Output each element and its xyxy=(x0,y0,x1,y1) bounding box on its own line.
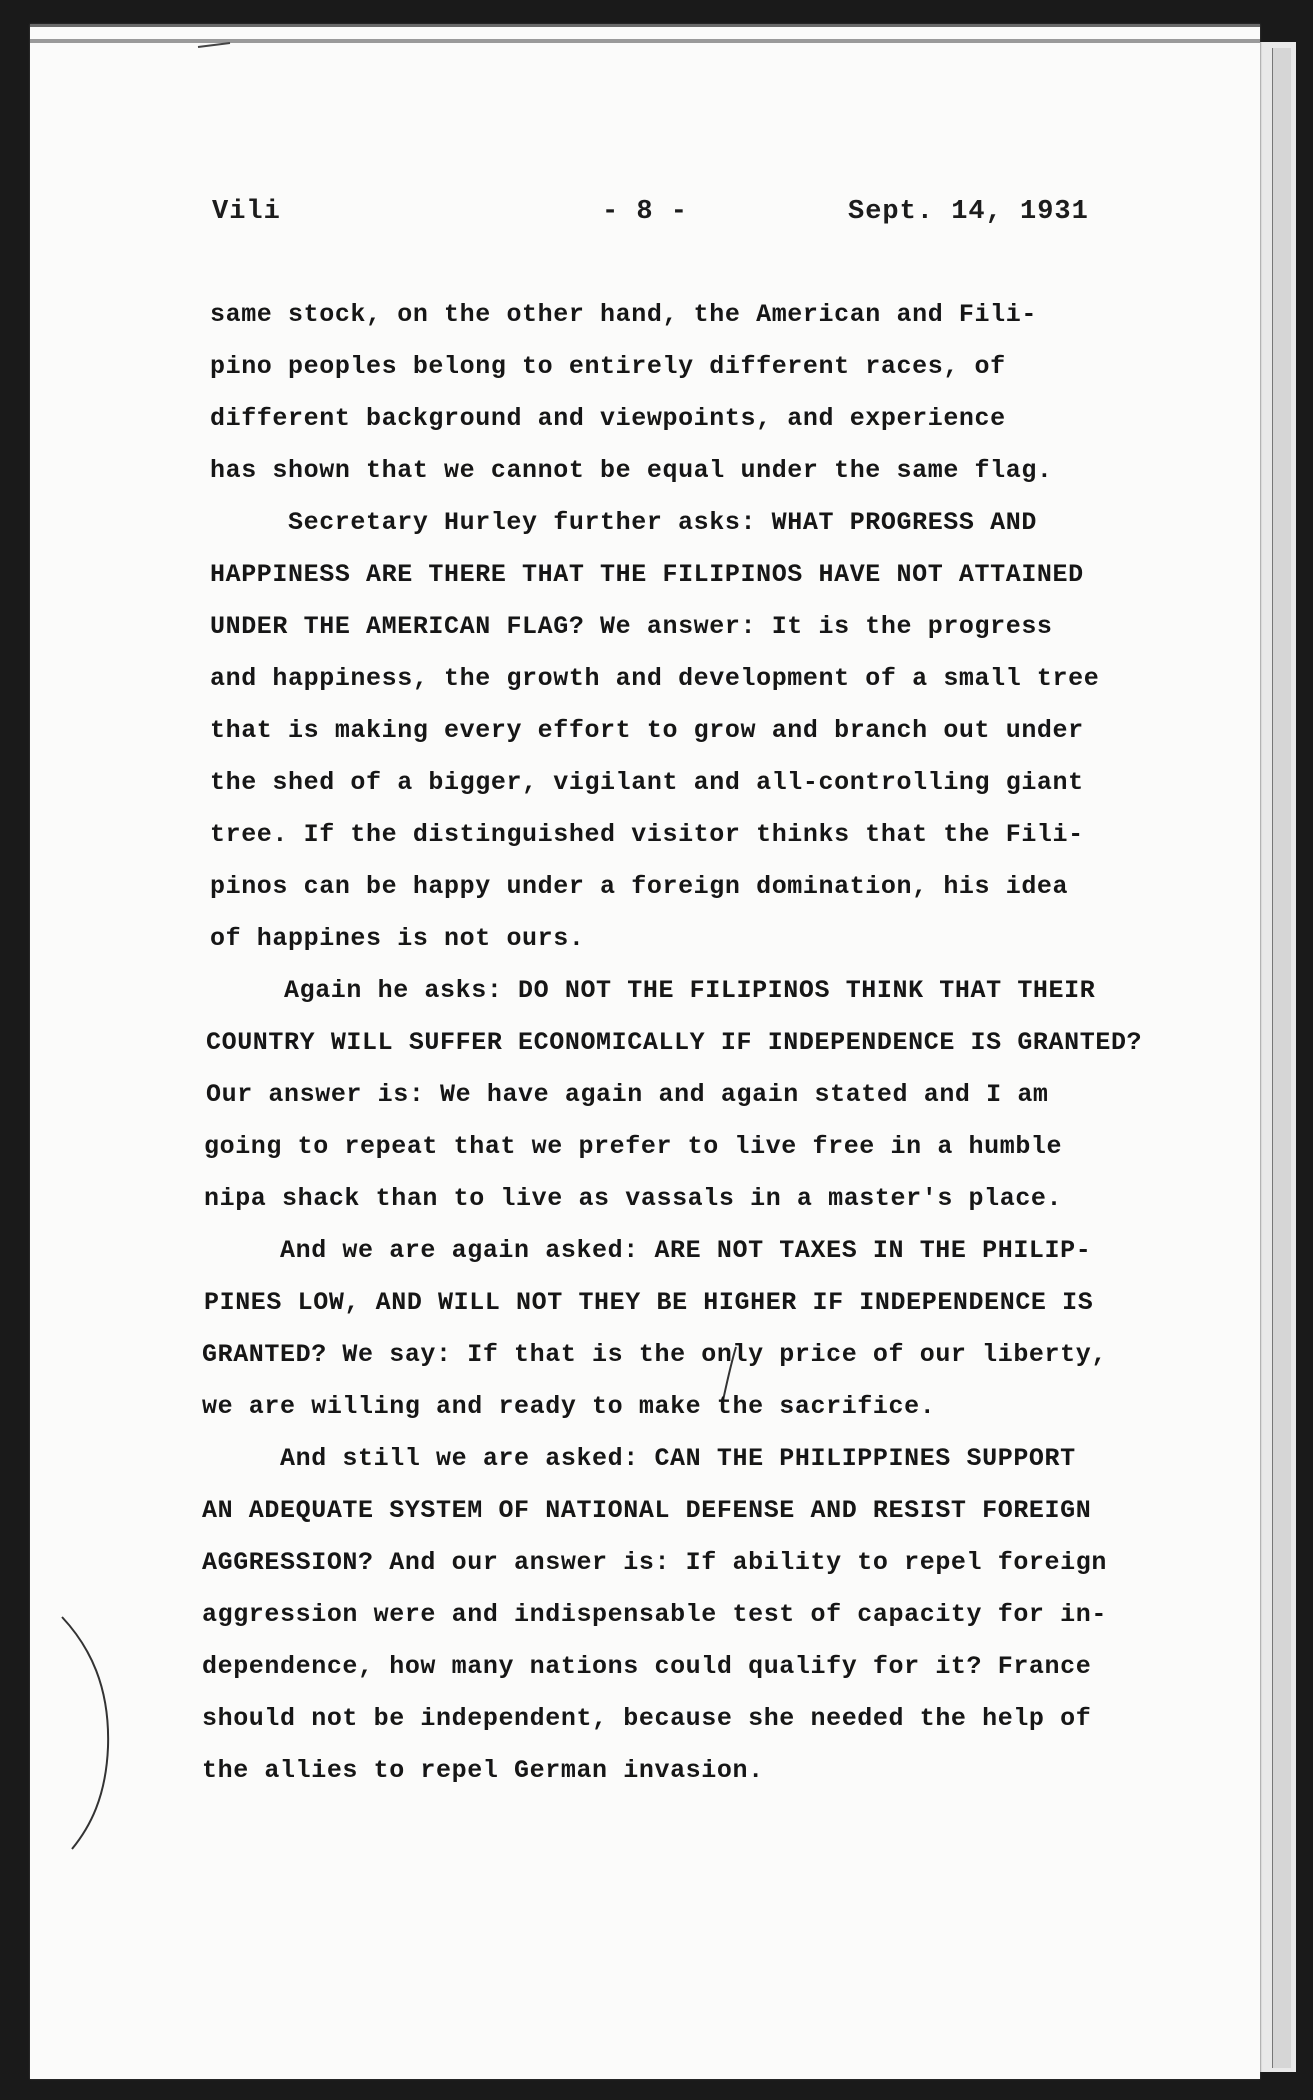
text-line: has shown that we cannot be equal under the same flag. xyxy=(210,456,1053,485)
text-line: PINES LOW, AND WILL NOT THEY BE HIGHER IF INDEPENDENCE IS xyxy=(204,1288,1094,1317)
text-line: of happines is not ours. xyxy=(210,924,585,953)
text-line: dependence, how many nations could qualify for it? France xyxy=(202,1652,1092,1681)
text-line: nipa shack than to live as vassals in a master's place. xyxy=(204,1184,1063,1213)
text-line: should not be independent, because she needed the help of xyxy=(202,1704,1092,1733)
text-line: GRANTED? We say: If that is the only price of our liberty, xyxy=(202,1340,1107,1369)
text-line: the shed of a bigger, vigilant and all-controlling giant xyxy=(210,768,1084,797)
text-line: pinos can be happy under a foreign domination, his idea xyxy=(210,872,1069,901)
text-line: the allies to repel German invasion. xyxy=(202,1756,764,1785)
text-line: COUNTRY WILL SUFFER ECONOMICALLY IF INDEPENDENCE IS GRANTED? xyxy=(206,1028,1143,1057)
text-line: tree. If the distinguished visitor thinks that the Fili- xyxy=(210,820,1084,849)
header-date: Sept. 14, 1931 xyxy=(848,197,1089,227)
text-line: pino peoples belong to entirely different races, of xyxy=(210,352,1006,381)
text-line: and happiness, the growth and development of a small tree xyxy=(210,664,1100,693)
header-page-number: - 8 - xyxy=(602,197,689,227)
text-line: we are willing and ready to make the sacrifice. xyxy=(202,1392,936,1421)
underlying-page-edge-inner xyxy=(1272,48,1291,2068)
text-line: AGGRESSION? And our answer is: If ability to repel foreign xyxy=(202,1548,1107,1577)
text-line: And still we are asked: CAN THE PHILIPPINES SUPPORT xyxy=(280,1444,1076,1473)
text-line: same stock, on the other hand, the American and Fili- xyxy=(210,300,1037,329)
text-line: AN ADEQUATE SYSTEM OF NATIONAL DEFENSE AND RESIST FOREIGN xyxy=(202,1496,1092,1525)
text-line: Our answer is: We have again and again stated and I am xyxy=(206,1080,1049,1109)
text-line: that is making every effort to grow and branch out under xyxy=(210,716,1084,745)
text-line: UNDER THE AMERICAN FLAG? We answer: It is the progress xyxy=(210,612,1053,641)
text-line: aggression were and indispensable test of capacity for in- xyxy=(202,1600,1107,1629)
text-line: Secretary Hurley further asks: WHAT PROGRESS AND xyxy=(288,508,1037,537)
text-line: HAPPINESS ARE THERE THAT THE FILIPINOS HAVE NOT ATTAINED xyxy=(210,560,1084,589)
header-section-number: Vili xyxy=(212,197,281,227)
typed-page xyxy=(30,24,1260,2079)
text-line: different background and viewpoints, and experience xyxy=(210,404,1006,433)
text-line: Again he asks: DO NOT THE FILIPINOS THINK THAT THEIR xyxy=(284,976,1096,1005)
text-line: going to repeat that we prefer to live free in a humble xyxy=(204,1132,1063,1161)
text-line: And we are again asked: ARE NOT TAXES IN THE PHILIP- xyxy=(280,1236,1092,1265)
